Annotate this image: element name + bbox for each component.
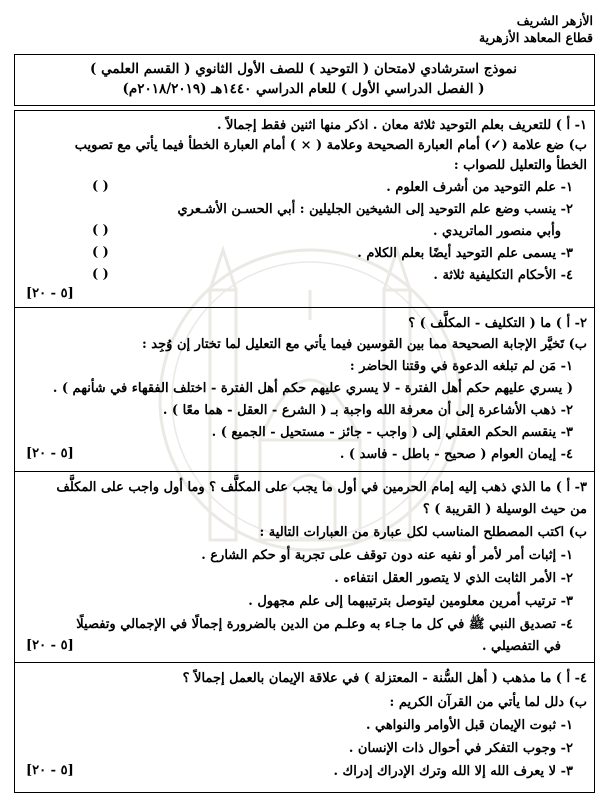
q3-part-a-line1: ٣- أ ) ما الذي ذهب إليه إمام الحرمين في أول ما يجب على المكلَّف ؟ وما أول واجب على المكلَّف — [56, 480, 587, 495]
q1-answer-blank-4: ( ) — [92, 267, 109, 282]
issuer-header — [479, 12, 593, 46]
q3-part-a-line2: من حيث الوسيلة ( القريبة ) ؟ — [422, 502, 587, 517]
q1-item-1: ١- علم التوحيد من أشرف العلوم . — [386, 180, 573, 195]
q1-item-4: ٤- الأحكام التكليفية ثلاثة . — [433, 268, 573, 283]
q2-item-2: ٢- ذهب الأشاعرة إلى أن معرفة الله واجبة بـ ( الشرع - العقل - هما معًا ) . — [162, 403, 573, 418]
q3-item-1: ١- إثبات أمر لأمر أو نفيه عنه دون توقف على تجربة أو حكم الشارع . — [201, 548, 573, 563]
q1-item-3: ٣- يسمى علم التوحيد أيضًا بعلم الكلام . — [357, 246, 573, 261]
divider-3 — [14, 662, 595, 663]
q1-part-b-line2: الخطأ والتعليل للصواب : — [453, 158, 587, 173]
q1-marks: [٥ - ٢٠] — [26, 286, 74, 301]
exam-term: ( الفصل الدراسي الأول ) للعام الدراسي ١٤٤٠هـ (٢٠١٨/٢٠١٩م) — [122, 81, 485, 97]
q1-answer-blank-1: ( ) — [92, 179, 109, 194]
issuer-line-2: قطاع المعاهد الأزهرية — [478, 30, 593, 45]
q2-item-1: ١- مَن لم تبلغه الدعوة في وقتنا الحاضر : — [349, 359, 573, 374]
q2-item-4: ٤- إيمان العوام ( صحيح - باطل - فاسد ) . — [339, 447, 573, 462]
q1-answer-blank-2: ( ) — [92, 223, 109, 238]
q4-item-2: ٢- وجوب التفكر في أحوال ذات الإنسان . — [348, 741, 573, 756]
q3-item-2: ٢- الأمر الثابت الذي لا يتصور العقل انتفاءه . — [334, 571, 573, 586]
q4-item-1: ١- ثبوت الإيمان قبل الأوامر والنواهي . — [365, 718, 573, 733]
q4-part-a: ٤- أ ) ما مذهب ( أهل السُّنة - المعتزلة ) في علاقة الإيمان بالعمل إجمالاً ؟ — [182, 671, 587, 686]
q4-marks: [٥ - ٢٠] — [26, 763, 74, 778]
q2-marks: [٥ - ٢٠] — [26, 446, 74, 461]
q1-part-a: ١- أ ) للتعريف بعلم التوحيد ثلاثة معان . اذكر منها اثنين فقط إجمالاً . — [216, 118, 587, 133]
q2-item-1-options: ( يسري عليهم حكم أهل الفترة - لا يسري عليهم حكم أهل الفترة - اختلف الفقهاء في شأنهم ) . — [52, 381, 573, 396]
q4-part-b: ب) دلل لما يأتي من القرآن الكريم : — [389, 695, 587, 710]
q3-item-4-cont: في التفصيلي . — [481, 639, 561, 654]
q2-part-b: ب) تَخيَّر الإجابة الصحيحة مما بين القوسين فيما يأتي مع التعليل لما تختار إن وُجِد : — [141, 337, 587, 352]
q3-item-4: ٤- تصديق النبي ﷺ في كل ما جـاء به وعلـم من الدين بالضرورة إجمالًا في الإجمالي وتفصيلًا — [76, 617, 573, 632]
q1-item-2: ٢- ينسب وضع علم التوحيد إلى الشيخين الجليلين : أبي الحسـن الأشـعري — [177, 202, 573, 217]
divider-1 — [14, 307, 595, 308]
divider-2 — [14, 471, 595, 472]
exam-title: نموذج استرشادي لامتحان ( التوحيد ) للصف الأول الثانوي ( القسم العلمي ) — [90, 61, 517, 77]
q2-item-3: ٣- ينقسم الحكم العقلي إلى ( واجب - جائز - مستحيل - الجميع ) . — [211, 425, 573, 440]
q3-part-b: ب) اكتب المصطلح المناسب لكل عبارة من العبارات التالية : — [259, 525, 587, 540]
q1-item-2-cont: وأبي منصور الماتريدي . — [432, 224, 561, 239]
q1-answer-blank-3: ( ) — [92, 245, 109, 260]
q4-item-3: ٣- لا يعرف الله إلا الله وترك الإدراك إدراك . — [333, 764, 573, 779]
q3-item-3: ٣- ترتيب أمرين معلومين ليتوصل بترتيبهما إلى علم مجهول . — [248, 594, 573, 609]
issuer-line-1: الأزهر الشريف — [516, 13, 593, 28]
q1-part-b-line1: ب) ضع علامة (✓) أمام العبارة الصحيحة وعلامة ( × ) أمام العبارة الخطأ فيما يأتي مع تصويب — [74, 138, 587, 153]
q3-marks: [٥ - ٢٠] — [26, 638, 74, 653]
q2-part-a: ٢- أ ) ما ( التكليف - المكلَّف ) ؟ — [408, 316, 587, 331]
